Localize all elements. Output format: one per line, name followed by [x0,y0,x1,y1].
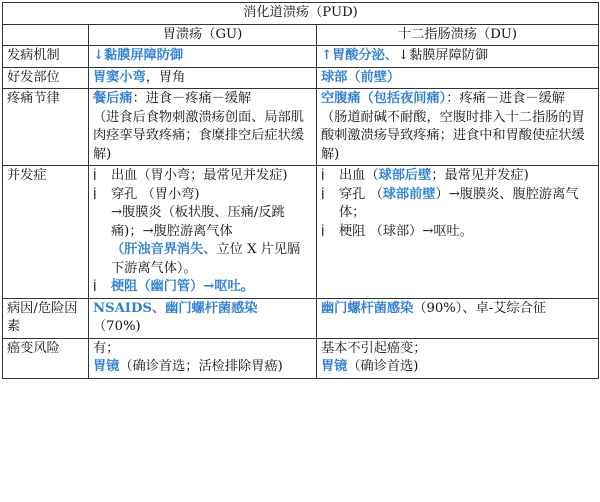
du-mechanism-text: ↓黏膜屏障防御 [398,48,489,63]
du-cancer-detail: （确诊首选) [347,359,419,374]
header-empty-cell [3,24,89,46]
gu-perforation-xray: 立位 X 片见膈下游离气体）。 [111,242,301,276]
du-complication-item [321,167,594,186]
gu-cancer-text: 有； [93,340,120,356]
row-site [3,67,599,89]
gu-rhythm-text: ：进食－疼痛－缓解 [132,91,252,106]
du-perforation-prefix: 穿孔 （ [339,186,383,202]
row-label-site: 好发部位 [3,67,89,89]
row-cause [3,298,599,338]
gu-complication-item [93,278,312,297]
row-rhythm [3,89,599,166]
gu-perforation-text [111,186,312,279]
du-obstruction-text: 梗阻 （球部）→呕吐。 [339,223,473,239]
cell-du-cause [317,298,599,338]
du-bleeding-highlight: 球部后壁 [378,168,432,183]
header-gu: 胃溃疡（GU) [89,24,317,46]
header-du: 十二指肠溃疡（DU) [317,24,599,46]
cell-gu-cancer [89,338,317,378]
row-label-cancer: 癌变风险 [3,338,89,378]
row-cancer [3,338,599,378]
gu-complication-item [93,186,312,279]
cell-gu-site [89,67,317,89]
du-site-highlight: 球部（前壁） [321,69,401,85]
cell-du-rhythm [317,89,599,166]
gu-cancer-detail: （确诊首选；活检排除胃癌) [119,359,283,374]
bullet-icon: İ [321,187,325,202]
cell-gu-complication [89,166,317,299]
cell-gu-cause [89,298,317,338]
cell-gu-rhythm [89,89,317,166]
row-label-complication: 并发症 [3,166,89,299]
gu-bleeding-text: 出血（胃小弯；最常见并发症) [111,168,288,183]
du-cancer-highlight: 胃镜 [321,359,348,374]
row-mechanism [3,46,599,68]
bullet-icon: İ [93,280,97,294]
gu-site-highlight: 胃窦小弯 [93,69,146,85]
gu-cancer-highlight: 胃镜 [93,359,120,374]
gu-perforation-highlight: （肝浊音界消失、 [111,242,217,257]
du-cause-highlight: 幽门螺杆菌感染 [321,300,414,316]
gu-mechanism-text: ↓黏膜屏障防御 [93,48,184,63]
gu-perforation-detail: →腹膜炎（板状腹、压痛/反跳痛)；→腹腔游离气体 [111,205,285,239]
pud-comparison-table [2,2,599,379]
bullet-icon: İ [321,224,325,239]
cell-gu-mechanism [89,46,317,68]
row-label-rhythm: 疼痛节律 [3,89,89,166]
row-label-cause: 病因/危险因素 [3,298,89,338]
du-cause-text: （90%）、卓-艾综合征 [413,300,546,316]
du-complication-item [321,186,594,223]
gu-rhythm-highlight: 餐后痛 [93,91,133,106]
title-row [3,3,599,25]
gu-cause-highlight: NSAIDS、幽门螺杆菌感染 [93,300,258,316]
du-bleeding-suffix: ；最常见并发症) [431,168,529,183]
cell-du-cancer [317,338,599,378]
gu-obstruction-text: 梗阻（幽门管）→呕吐。 [111,279,254,294]
du-perforation-suffix: ）→腹膜炎、腹腔游离气体； [339,186,579,220]
du-perforation-highlight: 球部前壁 [382,186,436,202]
cell-du-site [317,67,599,89]
du-rhythm-text: ：疼痛－进食－缓解 [446,91,565,106]
gu-cause-text: （70%) [93,319,141,334]
cell-du-mechanism [317,46,599,68]
table-title: 消化道溃疡（PUD) [3,3,599,25]
gu-perforation-title: 穿孔 （胃小弯) [111,186,200,202]
bullet-icon: İ [93,169,97,183]
gu-complication-item [93,167,312,186]
du-rhythm-highlight: 空腹痛（包括夜间痛） [321,91,447,106]
gu-rhythm-explanation: （进食后食物刺激溃疡创面、局部肌肉痉挛导致疼痛；食糜排空后症状缓解) [93,109,304,162]
du-complication-item [321,223,594,242]
bullet-icon: İ [321,169,325,183]
du-rhythm-explanation: （肠道耐碱不耐酸，空腹时排入十二指肠的胃酸刺激溃疡导致疼痛；进食中和胃酸使症状缓解) [321,109,585,162]
du-mechanism-highlight: ↑胃酸分泌、 [321,48,398,63]
du-bleeding-text [339,167,594,186]
cell-du-complication [317,166,599,299]
gu-site-text: ，胃角 [145,69,186,85]
bullet-icon: İ [93,187,97,202]
du-cancer-text: 基本不引起癌变； [321,340,427,356]
header-row [3,24,599,46]
du-perforation-text [339,186,594,223]
du-bleeding-prefix: 出血（ [339,168,379,183]
row-label-mechanism: 发病机制 [3,46,89,68]
row-complication [3,166,599,299]
